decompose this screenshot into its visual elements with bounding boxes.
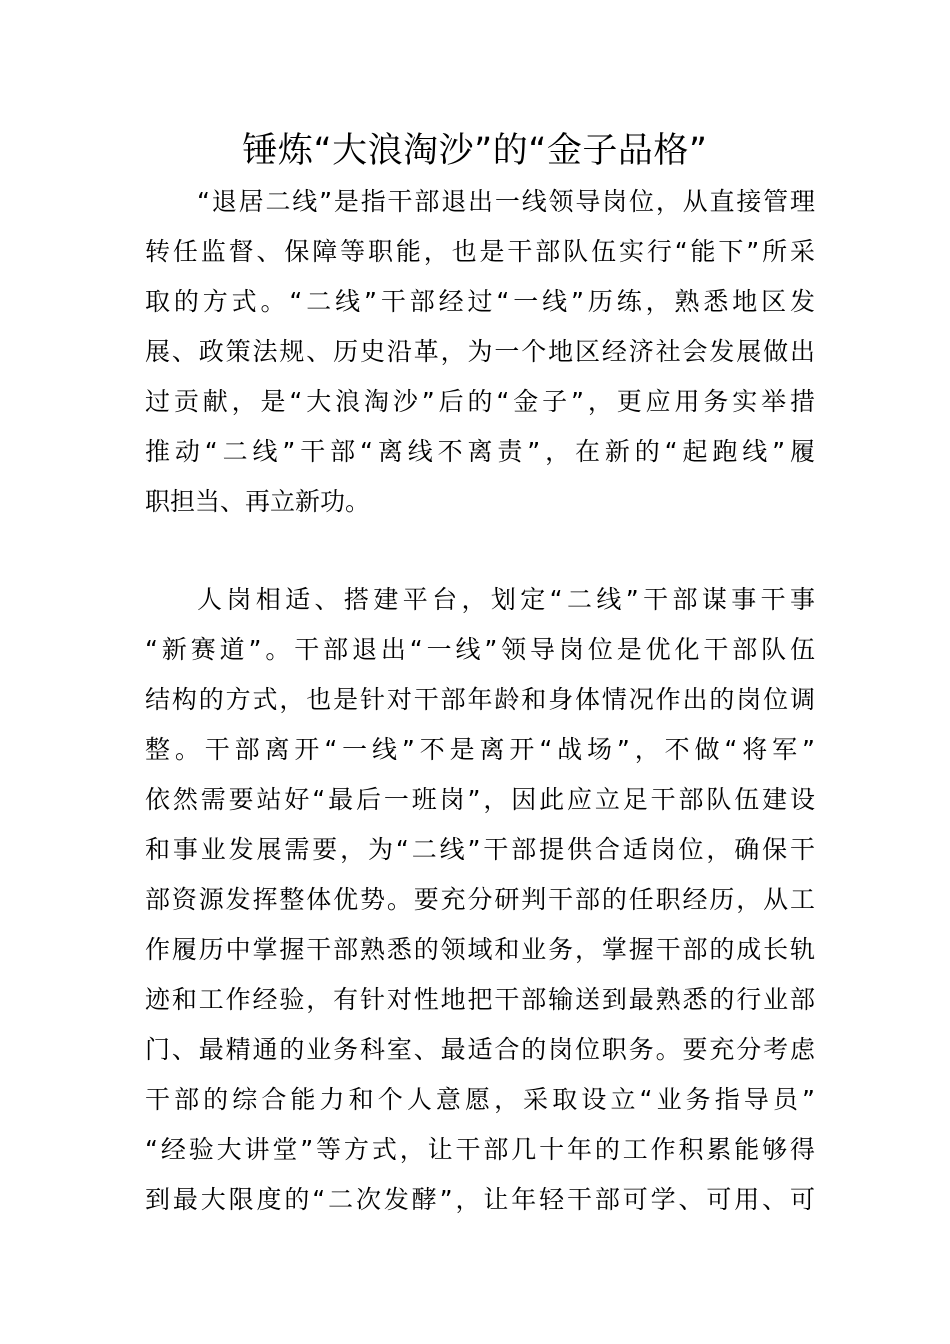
paragraph-line: “经验大讲堂”等方式，让干部几十年的工作积累能够得 bbox=[145, 1135, 815, 1164]
paragraph-line: 迹和工作经验，有针对性地把干部输送到最熟悉的行业部 bbox=[145, 985, 815, 1014]
paragraph-line: 和事业发展需要，为“二线”干部提供合适岗位，确保干 bbox=[145, 835, 815, 864]
paragraph-line: 人岗相适、搭建平台，划定“二线”干部谋事干事 bbox=[197, 585, 815, 614]
paragraph-line: 门、最精通的业务科室、最适合的岗位职务。要充分考虑 bbox=[145, 1035, 815, 1064]
document-title: 锤炼“大浪淘沙”的“金子品格” bbox=[242, 131, 708, 171]
paragraph-line: “新赛道”。干部退出“一线”领导岗位是优化干部队伍 bbox=[145, 635, 815, 664]
paragraph-line: 作履历中掌握干部熟悉的领域和业务，掌握干部的成长轨 bbox=[145, 935, 815, 964]
paragraph-line: 过贡献，是“大浪淘沙”后的“金子”，更应用务实举措 bbox=[145, 387, 815, 416]
paragraph-1 bbox=[145, 177, 815, 527]
paragraph-line: 整。干部离开“一线”不是离开“战场”，不做“将军” bbox=[145, 735, 815, 764]
paragraph-line: 部资源发挥整体优势。要充分研判干部的任职经历，从工 bbox=[145, 885, 815, 914]
paragraph-line: 干部的综合能力和个人意愿，采取设立“业务指导员” bbox=[145, 1085, 815, 1114]
paragraph-line: 职担当、再立新功。 bbox=[145, 487, 371, 516]
paragraph-line: 依然需要站好“最后一班岗”，因此应立足干部队伍建设 bbox=[145, 785, 815, 814]
paragraph-line: “退居二线”是指干部退出一线领导岗位，从直接管理 bbox=[197, 187, 815, 216]
paragraph-line: 取的方式。“二线”干部经过“一线”历练，熟悉地区发 bbox=[145, 287, 815, 316]
paragraph-line: 推动“二线”干部“离线不离责”，在新的“起跑线”履 bbox=[145, 437, 815, 466]
paragraph-line: 到最大限度的“二次发酵”，让年轻干部可学、可用、可 bbox=[145, 1185, 815, 1214]
paragraph-line: 展、政策法规、历史沿革，为一个地区经济社会发展做出 bbox=[145, 337, 815, 366]
paragraph-line: 结构的方式，也是针对干部年龄和身体情况作出的岗位调 bbox=[145, 685, 815, 714]
paragraph-2 bbox=[145, 575, 815, 1225]
paragraph-line: 转任监督、保障等职能，也是干部队伍实行“能下”所采 bbox=[145, 237, 815, 266]
